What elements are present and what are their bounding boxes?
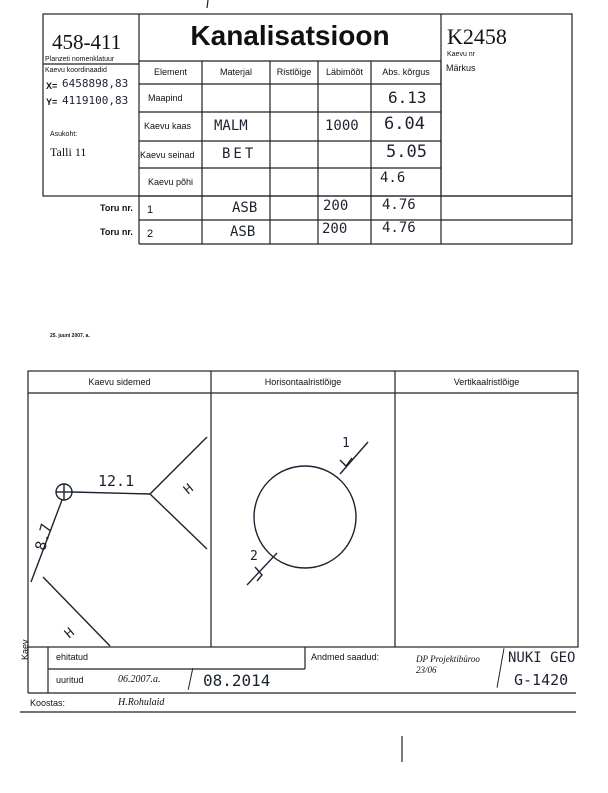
well-number: K2458: [447, 24, 507, 49]
col-remark: Märkus: [446, 63, 476, 73]
distance-label: 8.7: [31, 521, 56, 553]
surveyed-handwritten: 08.2014: [203, 671, 271, 690]
data-from-label: Andmed saadud:: [311, 652, 380, 662]
panel-title-vertical: Vertikaalristlõige: [453, 377, 520, 387]
pipe-diameter: 200: [323, 198, 349, 214]
mark-label: H: [181, 481, 197, 498]
side-label: Kaev: [20, 639, 30, 660]
pipe-sketch-label: 1: [342, 436, 350, 451]
col-element: Element: [153, 67, 188, 77]
col-height: Abs. kõrgus: [382, 67, 430, 77]
distance-label: 12.1: [98, 472, 135, 490]
pipe-material: ASB: [230, 224, 256, 240]
row-element: Kaevu seinad: [140, 150, 195, 160]
data-from-handwritten: G-1420: [514, 671, 569, 689]
panel-title-connections: Kaevu sidemed: [88, 377, 151, 387]
row-height: 4.6: [380, 170, 406, 186]
pipe-material: ASB: [232, 200, 258, 216]
col-material: Materjal: [219, 67, 252, 77]
row-element: Maapind: [148, 93, 183, 103]
y-coordinate-value: 4119100,83: [62, 94, 129, 107]
nomenclature-number: 458-411: [52, 30, 122, 54]
location-label: Asukoht:: [50, 131, 78, 138]
row-height: 6.13: [388, 88, 427, 107]
pipe-number: 1: [147, 204, 154, 216]
x-coordinate-prefix: X=: [46, 81, 58, 91]
pipe-label: Toru nr.: [100, 227, 133, 237]
row-material: MALM: [214, 118, 248, 134]
well-number-label: Kaevu nr: [447, 51, 476, 58]
location-value: Talli 11: [50, 145, 87, 159]
pipe-height: 4.76: [382, 220, 416, 236]
pipe-number: 2: [147, 228, 154, 240]
row-element: Kaevu põhi: [148, 177, 194, 187]
built-label: ehitatud: [56, 652, 89, 662]
pipe-height: 4.76: [382, 197, 416, 213]
coordinates-label: Kaevu koordinaadid: [45, 67, 107, 74]
row-diameter: 1000: [325, 118, 359, 134]
compiled-value: H.Rohulaid: [118, 697, 165, 708]
col-section: Ristlõige: [276, 67, 312, 77]
surveyed-value: 06.2007.a.: [118, 674, 161, 685]
row-material: BET: [222, 146, 257, 162]
col-diameter: Läbimõõt: [325, 67, 364, 77]
pipe-label: Toru nr.: [100, 203, 133, 213]
nomenclature-label: Planzeti nomenklatuur: [45, 56, 115, 63]
data-from-value: DP Projektibüroo: [416, 654, 480, 664]
compiled-label: Koostas:: [30, 698, 66, 708]
pipe-sketch-label: 2: [250, 549, 258, 564]
date-note: 25. juuni 2007. a.: [50, 333, 90, 339]
sketch-strokes: [31, 437, 368, 646]
data-from-date: 23/06: [416, 665, 437, 675]
page-title: Kanalisatsioon: [190, 20, 390, 51]
pipe-diameter: 200: [322, 221, 348, 237]
row-height: 5.05: [386, 142, 427, 162]
surveyed-label: uuritud: [56, 675, 84, 685]
y-coordinate-prefix: Y=: [46, 97, 58, 107]
row-element: Kaevu kaas: [144, 121, 192, 131]
panel-title-horizontal: Horisontaalristlõige: [264, 377, 342, 387]
data-from-handwritten: NUKI GEO: [508, 650, 576, 666]
row-height: 6.04: [384, 114, 425, 134]
mark-label: H: [62, 625, 78, 642]
x-coordinate-value: 6458898,83: [62, 77, 129, 90]
